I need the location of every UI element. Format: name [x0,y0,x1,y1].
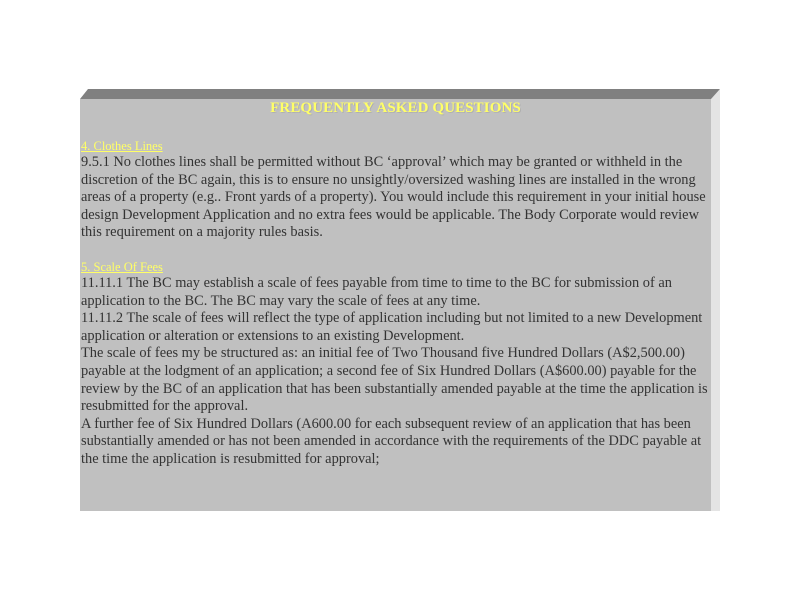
section-paragraph: The scale of fees my be structured as: an initial fee of Two Thousand five Hundred Dollars (A$2,500.00) payable at the lodgment of an application; a second fee of Six Hundred Dollars (A$600.00) payable for the review by the BC of an application that has been substantially amended payable at the time the application is resubmitted for the approval. [81,345,708,415]
section-paragraph: 11.11.1 The BC may establish a scale of fees payable from time to time to the BC for submission of an application to the BC. The BC may vary the scale of fees at any time. [81,275,672,309]
faq-section-clothes-lines [81,139,710,242]
section-paragraph: A further fee of Six Hundred Dollars (A600.00 for each subsequent review of an application that has been substantially amended or has not been amended in accordance with the requirements of the DDC payable at the time the application is resubmitted for approval; [81,415,702,467]
faq-section-scale-of-fees [81,260,710,469]
panel-bevel-right [711,89,720,511]
section-heading-link[interactable]: 4. Clothes Lines [81,139,163,153]
section-paragraph: 9.5.1 No clothes lines shall be permitted without BC ‘approval’ which may be granted or withheld in the discretion of the BC again, this is to ensure no unsightly/oversized washing lines are installed in the wrong areas of a property (e.g.. Front yards of a property). You would include this requirement in your initial house design Development Application and no extra fees would be applicable. The Body Corporate would review this requirement on a majority rules basis. [81,154,706,241]
page-title: FREQUENTLY ASKED QUESTIONS [270,100,521,116]
section-paragraph: 11.11.2 The scale of fees will reflect the type of application including but not limited to a new Development application or alteration or extensions to an existing Development. [81,310,703,344]
section-heading-link[interactable]: 5. Scale Of Fees [81,260,163,274]
panel-bevel-top [80,89,720,99]
faq-panel [80,99,711,511]
